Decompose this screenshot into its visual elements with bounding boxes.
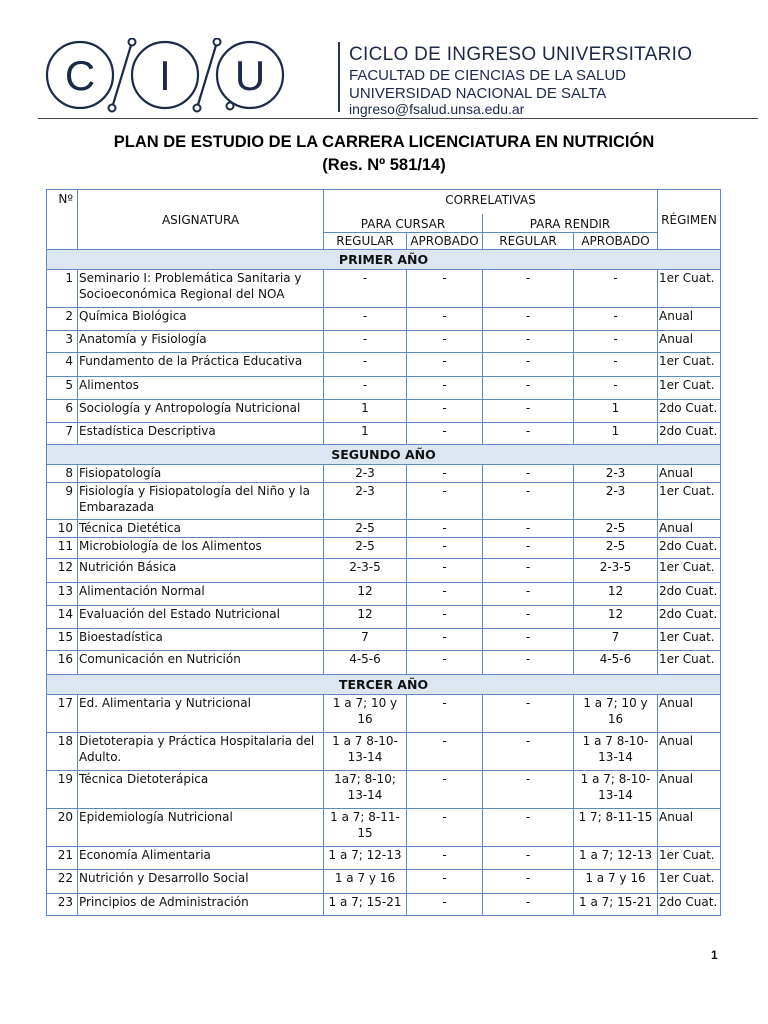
cursar-aprobado: - bbox=[407, 538, 483, 559]
rendir-regular: - bbox=[483, 377, 574, 400]
org-university: UNIVERSIDAD NACIONAL DE SALTA bbox=[349, 85, 607, 102]
header bbox=[38, 38, 758, 118]
document-subtitle: (Res. Nº 581/14) bbox=[322, 156, 446, 174]
row-number: 20 bbox=[47, 809, 78, 847]
table-row bbox=[47, 483, 721, 520]
table-row bbox=[47, 629, 721, 651]
rendir-regular: - bbox=[483, 606, 574, 629]
regime: Anual bbox=[658, 733, 721, 771]
header-number: Nº bbox=[47, 190, 78, 250]
table-row bbox=[47, 270, 721, 308]
rendir-aprobado: 1 a 7; 10 y 16 bbox=[574, 695, 658, 733]
header-cursar-regular: REGULAR bbox=[324, 233, 407, 250]
row-number: 2 bbox=[47, 308, 78, 331]
rendir-regular: - bbox=[483, 870, 574, 894]
table-row bbox=[47, 353, 721, 377]
cursar-regular: 7 bbox=[324, 629, 407, 651]
subject-name: Dietoterapia y Práctica Hospitalaria del Adulto. bbox=[78, 733, 324, 771]
header-regimen: RÉGIMEN bbox=[658, 190, 721, 250]
year-header: TERCER AÑO bbox=[47, 675, 721, 695]
cursar-regular: - bbox=[324, 270, 407, 308]
table-row bbox=[47, 465, 721, 483]
table-row bbox=[47, 771, 721, 809]
rendir-aprobado: 1 bbox=[574, 423, 658, 445]
cursar-aprobado: - bbox=[407, 353, 483, 377]
table-row bbox=[47, 606, 721, 629]
header-para-rendir: PARA RENDIR bbox=[483, 214, 658, 233]
rendir-aprobado: 1 a 7; 15-21 bbox=[574, 894, 658, 916]
cursar-aprobado: - bbox=[407, 331, 483, 353]
cursar-regular: - bbox=[324, 377, 407, 400]
rendir-regular: - bbox=[483, 695, 574, 733]
rendir-aprobado: 2-3 bbox=[574, 483, 658, 520]
regime: Anual bbox=[658, 809, 721, 847]
cursar-aprobado: - bbox=[407, 400, 483, 423]
cursar-aprobado: - bbox=[407, 695, 483, 733]
row-number: 9 bbox=[47, 483, 78, 520]
org-email[interactable]: ingreso@fsalud.unsa.edu.ar bbox=[349, 101, 525, 117]
regime: Anual bbox=[658, 520, 721, 538]
rendir-aprobado: - bbox=[574, 270, 658, 308]
rendir-aprobado: 2-5 bbox=[574, 520, 658, 538]
cursar-aprobado: - bbox=[407, 606, 483, 629]
row-number: 1 bbox=[47, 270, 78, 308]
subject-name: Alimentos bbox=[78, 377, 324, 400]
rendir-aprobado: 1 a 7; 8-10- 13-14 bbox=[574, 771, 658, 809]
row-number: 23 bbox=[47, 894, 78, 916]
cursar-regular: 1 bbox=[324, 423, 407, 445]
rendir-aprobado: 2-3-5 bbox=[574, 559, 658, 583]
cursar-regular: 2-3 bbox=[324, 483, 407, 520]
cursar-aprobado: - bbox=[407, 809, 483, 847]
rendir-aprobado: 1 a 7; 12-13 bbox=[574, 847, 658, 870]
subject-name: Sociología y Antropología Nutricional bbox=[78, 400, 324, 423]
cursar-regular: 1 a 7; 8-11- 15 bbox=[324, 809, 407, 847]
row-number: 14 bbox=[47, 606, 78, 629]
subject-name: Economía Alimentaria bbox=[78, 847, 324, 870]
regime: 2do Cuat. bbox=[658, 538, 721, 559]
subject-name: Ed. Alimentaria y Nutricional bbox=[78, 695, 324, 733]
cursar-regular: 12 bbox=[324, 606, 407, 629]
row-number: 5 bbox=[47, 377, 78, 400]
regime: 2do Cuat. bbox=[658, 894, 721, 916]
table-body bbox=[47, 250, 721, 916]
rendir-aprobado: 12 bbox=[574, 583, 658, 606]
subject-name: Nutrición Básica bbox=[78, 559, 324, 583]
row-number: 19 bbox=[47, 771, 78, 809]
cursar-aprobado: - bbox=[407, 651, 483, 675]
cursar-regular: 1 a 7; 15-21 bbox=[324, 894, 407, 916]
regime: Anual bbox=[658, 308, 721, 331]
cursar-aprobado: - bbox=[407, 870, 483, 894]
cursar-regular: 2-3-5 bbox=[324, 559, 407, 583]
cursar-regular: 1 a 7 8-10-13-14 bbox=[324, 733, 407, 771]
ciu-logo bbox=[42, 38, 332, 114]
cursar-regular: 1a7; 8-10; 13-14 bbox=[324, 771, 407, 809]
row-number: 12 bbox=[47, 559, 78, 583]
header-rendir-regular: REGULAR bbox=[483, 233, 574, 250]
regime: 1er Cuat. bbox=[658, 847, 721, 870]
subject-name: Técnica Dietoterápica bbox=[78, 771, 324, 809]
cursar-aprobado: - bbox=[407, 377, 483, 400]
regime: 2do Cuat. bbox=[658, 423, 721, 445]
org-title: CICLO DE INGRESO UNIVERSITARIO bbox=[349, 44, 693, 65]
row-number: 15 bbox=[47, 629, 78, 651]
row-number: 10 bbox=[47, 520, 78, 538]
year-header: PRIMER AÑO bbox=[47, 250, 721, 270]
regime: Anual bbox=[658, 465, 721, 483]
regime: 1er Cuat. bbox=[658, 270, 721, 308]
table-row bbox=[47, 559, 721, 583]
row-number: 16 bbox=[47, 651, 78, 675]
rendir-regular: - bbox=[483, 651, 574, 675]
regime: 2do Cuat. bbox=[658, 606, 721, 629]
rendir-aprobado: - bbox=[574, 308, 658, 331]
rendir-aprobado: 1 7; 8-11-15 bbox=[574, 809, 658, 847]
regime: Anual bbox=[658, 695, 721, 733]
row-number: 17 bbox=[47, 695, 78, 733]
cursar-aprobado: - bbox=[407, 894, 483, 916]
cursar-aprobado: - bbox=[407, 629, 483, 651]
logo-letter-u: U bbox=[234, 52, 266, 99]
cursar-aprobado: - bbox=[407, 559, 483, 583]
rendir-regular: - bbox=[483, 270, 574, 308]
table-row bbox=[47, 377, 721, 400]
regime: 1er Cuat. bbox=[658, 651, 721, 675]
rendir-aprobado: 12 bbox=[574, 606, 658, 629]
rendir-regular: - bbox=[483, 894, 574, 916]
subject-name: Bioestadística bbox=[78, 629, 324, 651]
rendir-aprobado: 4-5-6 bbox=[574, 651, 658, 675]
cursar-regular: 2-5 bbox=[324, 520, 407, 538]
rendir-aprobado: 7 bbox=[574, 629, 658, 651]
year-header: SEGUNDO AÑO bbox=[47, 445, 721, 465]
cursar-aprobado: - bbox=[407, 270, 483, 308]
rendir-regular: - bbox=[483, 733, 574, 771]
subject-name: Evaluación del Estado Nutricional bbox=[78, 606, 324, 629]
rendir-aprobado: - bbox=[574, 377, 658, 400]
regime: 2do Cuat. bbox=[658, 400, 721, 423]
table-row bbox=[47, 583, 721, 606]
header-rendir-aprobado: APROBADO bbox=[574, 233, 658, 250]
cursar-regular: 1 a 7 y 16 bbox=[324, 870, 407, 894]
subject-name: Principios de Administración bbox=[78, 894, 324, 916]
study-plan-table bbox=[46, 189, 721, 916]
subject-name: Técnica Dietética bbox=[78, 520, 324, 538]
cursar-regular: 12 bbox=[324, 583, 407, 606]
cursar-aprobado: - bbox=[407, 771, 483, 809]
cursar-aprobado: - bbox=[407, 465, 483, 483]
regime: Anual bbox=[658, 331, 721, 353]
cursar-regular: 4-5-6 bbox=[324, 651, 407, 675]
regime: 1er Cuat. bbox=[658, 870, 721, 894]
rendir-aprobado: 2-5 bbox=[574, 538, 658, 559]
rendir-regular: - bbox=[483, 520, 574, 538]
regime: 1er Cuat. bbox=[658, 483, 721, 520]
row-number: 6 bbox=[47, 400, 78, 423]
subject-name: Fisiopatología bbox=[78, 465, 324, 483]
cursar-regular: 2-5 bbox=[324, 538, 407, 559]
header-correlativas: CORRELATIVAS bbox=[324, 190, 658, 214]
cursar-aprobado: - bbox=[407, 423, 483, 445]
regime: 1er Cuat. bbox=[658, 353, 721, 377]
cursar-aprobado: - bbox=[407, 583, 483, 606]
rendir-regular: - bbox=[483, 331, 574, 353]
subject-name: Nutrición y Desarrollo Social bbox=[78, 870, 324, 894]
cursar-aprobado: - bbox=[407, 847, 483, 870]
rendir-regular: - bbox=[483, 353, 574, 377]
rendir-regular: - bbox=[483, 308, 574, 331]
table-row bbox=[47, 520, 721, 538]
rendir-regular: - bbox=[483, 400, 574, 423]
rendir-aprobado: 2-3 bbox=[574, 465, 658, 483]
row-number: 22 bbox=[47, 870, 78, 894]
cursar-aprobado: - bbox=[407, 308, 483, 331]
regime: 1er Cuat. bbox=[658, 629, 721, 651]
regime: Anual bbox=[658, 771, 721, 809]
subject-name: Microbiología de los Alimentos bbox=[78, 538, 324, 559]
header-para-cursar: PARA CURSAR bbox=[324, 214, 483, 233]
table-row bbox=[47, 423, 721, 445]
cursar-regular: - bbox=[324, 308, 407, 331]
cursar-aprobado: - bbox=[407, 483, 483, 520]
table-row bbox=[47, 538, 721, 559]
cursar-regular: 1 a 7; 12-13 bbox=[324, 847, 407, 870]
cursar-regular: 2-3 bbox=[324, 465, 407, 483]
logo-letter-c: C bbox=[64, 52, 96, 99]
rendir-regular: - bbox=[483, 538, 574, 559]
regime: 2do Cuat. bbox=[658, 583, 721, 606]
header-cursar-aprobado: APROBADO bbox=[407, 233, 483, 250]
regime: 1er Cuat. bbox=[658, 377, 721, 400]
table-row bbox=[47, 733, 721, 771]
cursar-regular: 1 a 7; 10 y 16 bbox=[324, 695, 407, 733]
table-row bbox=[47, 809, 721, 847]
rendir-regular: - bbox=[483, 483, 574, 520]
rendir-aprobado: - bbox=[574, 331, 658, 353]
row-number: 8 bbox=[47, 465, 78, 483]
cursar-aprobado: - bbox=[407, 520, 483, 538]
rendir-regular: - bbox=[483, 809, 574, 847]
table-row bbox=[47, 847, 721, 870]
subject-name: Alimentación Normal bbox=[78, 583, 324, 606]
row-number: 13 bbox=[47, 583, 78, 606]
subject-name: Estadística Descriptiva bbox=[78, 423, 324, 445]
rendir-regular: - bbox=[483, 583, 574, 606]
rendir-aprobado: 1 a 7 y 16 bbox=[574, 870, 658, 894]
row-number: 7 bbox=[47, 423, 78, 445]
cursar-aprobado: - bbox=[407, 733, 483, 771]
header-divider bbox=[338, 42, 340, 112]
rendir-aprobado: 1 a 7 8-10-13-14 bbox=[574, 733, 658, 771]
table-row bbox=[47, 870, 721, 894]
table-row bbox=[47, 651, 721, 675]
rendir-regular: - bbox=[483, 771, 574, 809]
subject-name: Epidemiología Nutricional bbox=[78, 809, 324, 847]
cursar-regular: 1 bbox=[324, 400, 407, 423]
row-number: 3 bbox=[47, 331, 78, 353]
row-number: 11 bbox=[47, 538, 78, 559]
rendir-aprobado: 1 bbox=[574, 400, 658, 423]
table-row bbox=[47, 894, 721, 916]
subject-name: Química Biológica bbox=[78, 308, 324, 331]
row-number: 21 bbox=[47, 847, 78, 870]
rendir-regular: - bbox=[483, 465, 574, 483]
subject-name: Fisiología y Fisiopatología del Niño y la Embarazada bbox=[78, 483, 324, 520]
header-rule bbox=[38, 118, 758, 119]
table-row bbox=[47, 331, 721, 353]
rendir-regular: - bbox=[483, 847, 574, 870]
row-number: 4 bbox=[47, 353, 78, 377]
cursar-regular: - bbox=[324, 353, 407, 377]
row-number: 18 bbox=[47, 733, 78, 771]
rendir-aprobado: - bbox=[574, 353, 658, 377]
rendir-regular: - bbox=[483, 559, 574, 583]
header-subject: ASIGNATURA bbox=[78, 190, 324, 250]
table-row bbox=[47, 308, 721, 331]
logo-letter-i: I bbox=[159, 52, 171, 99]
subject-name: Anatomía y Fisiología bbox=[78, 331, 324, 353]
table-row bbox=[47, 400, 721, 423]
regime: 1er Cuat. bbox=[658, 559, 721, 583]
subject-name: Seminario I: Problemática Sanitaria y Socioeconómica Regional del NOA bbox=[78, 270, 324, 308]
document-title: PLAN DE ESTUDIO DE LA CARRERA LICENCIATURA EN NUTRICIÓN bbox=[113, 133, 655, 151]
page-number: 1 bbox=[711, 948, 718, 962]
rendir-regular: - bbox=[483, 423, 574, 445]
cursar-regular: - bbox=[324, 331, 407, 353]
org-faculty: FACULTAD DE CIENCIAS DE LA SALUD bbox=[349, 67, 627, 84]
rendir-regular: - bbox=[483, 629, 574, 651]
table-row bbox=[47, 695, 721, 733]
subject-name: Comunicación en Nutrición bbox=[78, 651, 324, 675]
subject-name: Fundamento de la Práctica Educativa bbox=[78, 353, 324, 377]
